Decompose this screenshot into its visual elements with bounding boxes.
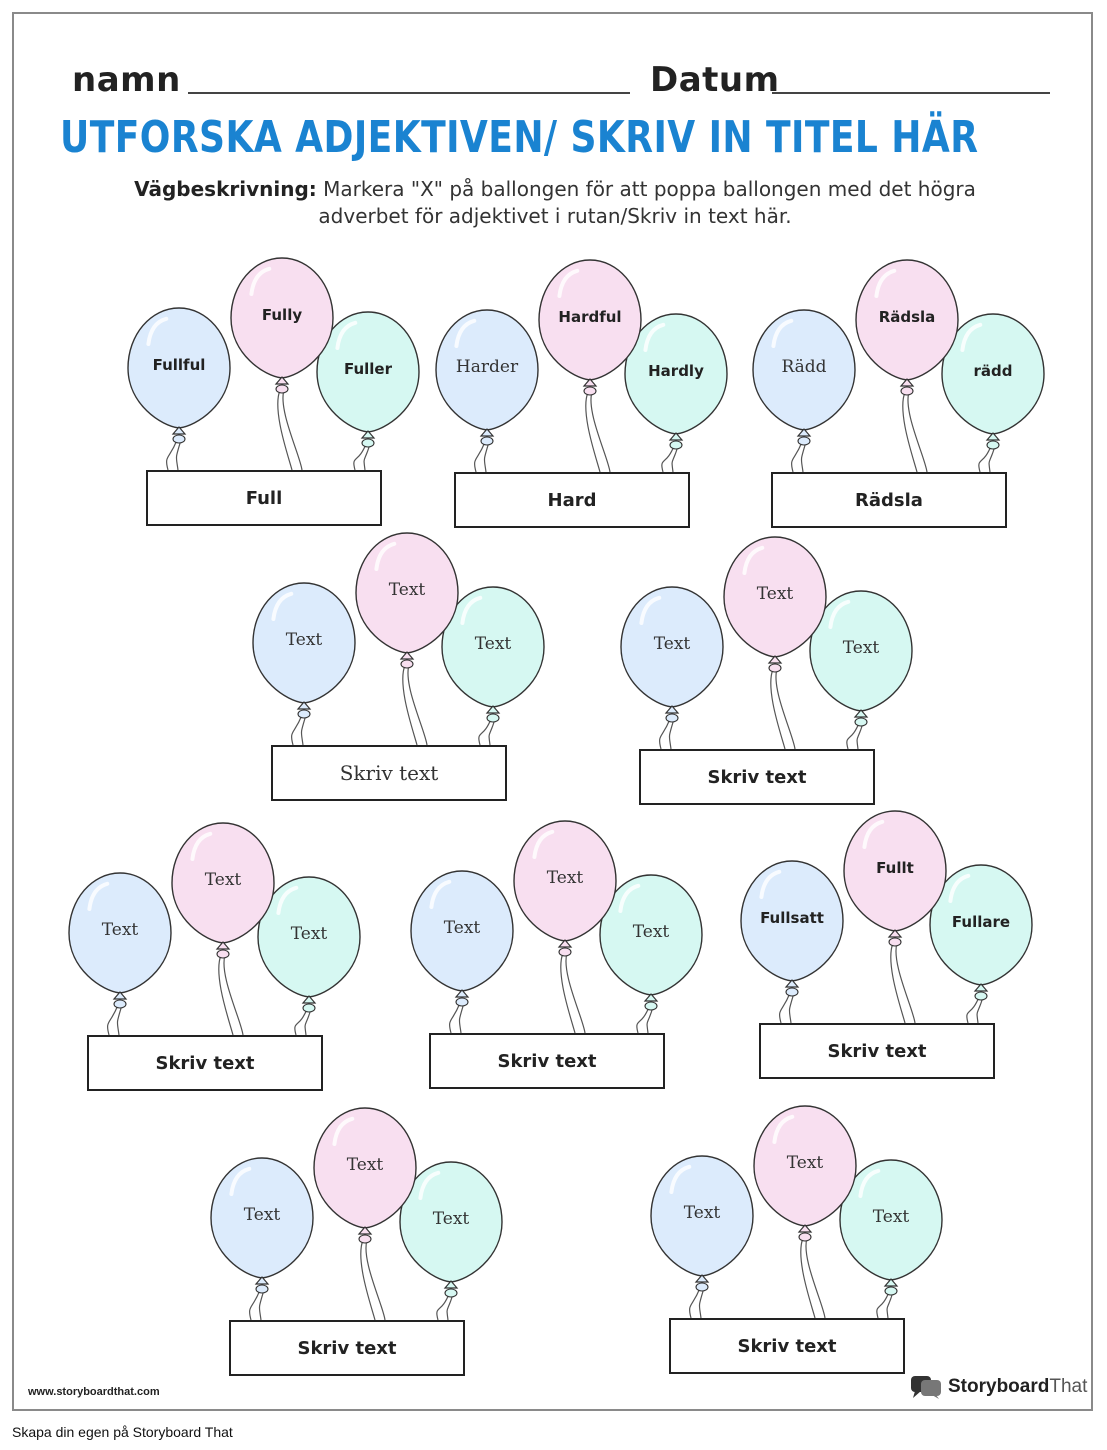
center-balloon-label: Text (346, 1155, 384, 1175)
adjective-box[interactable] (669, 1318, 905, 1374)
balloon-cluster (429, 868, 670, 1072)
website-url: www.storyboardthat.com (28, 1386, 160, 1398)
right-balloon-label: Fuller (343, 360, 393, 378)
date-line (772, 92, 1050, 94)
right-balloon-label: rädd (973, 362, 1013, 380)
name-label: namn (72, 60, 181, 100)
left-balloon-label: Text (285, 630, 323, 650)
balloon-cluster (454, 308, 704, 511)
adjective-box-label: Skriv text (155, 1052, 255, 1074)
storyboardthat-logo (910, 1374, 1087, 1400)
center-balloon-label: Text (546, 868, 584, 888)
center-balloon-label: Fullt (876, 859, 914, 877)
adjective-box[interactable] (271, 745, 507, 801)
left-balloon[interactable] (741, 861, 843, 996)
balloon-cluster (146, 306, 393, 509)
left-balloon-label: Text (653, 634, 691, 654)
center-balloon-label: Text (786, 1153, 824, 1173)
footer-text: Skapa din egen på Storyboard That (12, 1424, 233, 1440)
adjective-box-label: Hard (547, 489, 597, 511)
left-balloon-label: Harder (455, 357, 519, 377)
center-balloon-label: Text (756, 584, 794, 604)
center-balloon-label: Text (388, 580, 426, 600)
right-balloon-label: Text (632, 922, 670, 942)
center-balloon-label: Rädsla (878, 308, 936, 326)
left-balloon[interactable] (411, 871, 513, 1006)
right-balloon[interactable] (810, 591, 912, 726)
balloon-cluster (771, 308, 1013, 511)
right-balloon[interactable] (942, 314, 1044, 449)
directions-label: Vägbeskrivning: (134, 177, 317, 201)
left-balloon[interactable] (211, 1158, 313, 1293)
adjective-box[interactable] (229, 1320, 465, 1376)
left-balloon-label: Text (101, 920, 139, 940)
adjective-box-label: Full (245, 487, 283, 509)
right-balloon[interactable] (840, 1160, 942, 1295)
adjective-box-label: Skriv text (297, 1337, 397, 1359)
page-title: UTFORSKA ADJEKTIVEN/ SKRIV IN TITEL HÄR (60, 112, 979, 163)
adjective-box-label: Skriv text (827, 1040, 927, 1062)
left-balloon[interactable] (436, 310, 538, 445)
adjective-box[interactable] (87, 1035, 323, 1091)
right-balloon-label: Text (474, 634, 512, 654)
adjective-box-label: Skriv text (339, 761, 439, 785)
left-balloon[interactable] (69, 873, 171, 1008)
adjective-box-label: Rädsla (855, 489, 923, 511)
balloon-cluster (669, 1153, 910, 1357)
left-balloon[interactable] (621, 587, 723, 722)
right-balloon[interactable] (258, 877, 360, 1012)
balloon-cluster (759, 859, 1011, 1062)
right-balloon[interactable] (400, 1162, 502, 1297)
right-balloon-label: Text (872, 1207, 910, 1227)
adjective-box-label: Skriv text (707, 766, 807, 788)
right-balloon[interactable] (600, 875, 702, 1010)
balloon-cluster (229, 1155, 470, 1359)
date-label: Datum (650, 60, 780, 100)
directions-text: Markera "X" på ballongen för att poppa ballongen med det högra adverbet för adjektivet i rutan/Skriv in text här. (316, 177, 976, 228)
left-balloon[interactable] (753, 310, 855, 445)
left-balloon-label: Fullful (152, 356, 206, 374)
center-balloon-label: Text (204, 870, 242, 890)
left-balloon-label: Rädd (781, 357, 827, 377)
right-balloon[interactable] (625, 314, 727, 449)
left-balloon-label: Text (443, 918, 481, 938)
directions (90, 176, 1020, 230)
adjective-box-label: Skriv text (737, 1335, 837, 1357)
adjective-box[interactable] (429, 1033, 665, 1089)
right-balloon[interactable] (930, 865, 1032, 1000)
right-balloon[interactable] (317, 312, 419, 447)
right-balloon-label: Text (842, 638, 880, 658)
left-balloon-label: Text (683, 1203, 721, 1223)
center-balloon-label: Hardful (558, 308, 622, 326)
left-balloon[interactable] (128, 308, 230, 443)
adjective-box-label: Skriv text (497, 1050, 597, 1072)
left-balloon[interactable] (651, 1156, 753, 1291)
right-balloon-label: Text (432, 1209, 470, 1229)
left-balloon-label: Text (243, 1205, 281, 1225)
center-balloon-label: Fully (261, 306, 303, 324)
right-balloon[interactable] (442, 587, 544, 722)
right-balloon-label: Text (290, 924, 328, 944)
balloon-cluster (639, 584, 880, 788)
balloon-cluster (87, 870, 328, 1074)
balloon-cluster (271, 580, 512, 785)
left-balloon-label: Fullsatt (760, 909, 824, 927)
adjective-box[interactable] (759, 1023, 995, 1079)
speech-bubble-icon (910, 1374, 942, 1400)
brand-name: StoryboardThat (948, 1376, 1088, 1397)
right-balloon-label: Fullare (951, 913, 1011, 931)
left-balloon[interactable] (253, 583, 355, 718)
right-balloon-label: Hardly (648, 362, 704, 380)
name-line (188, 92, 630, 94)
